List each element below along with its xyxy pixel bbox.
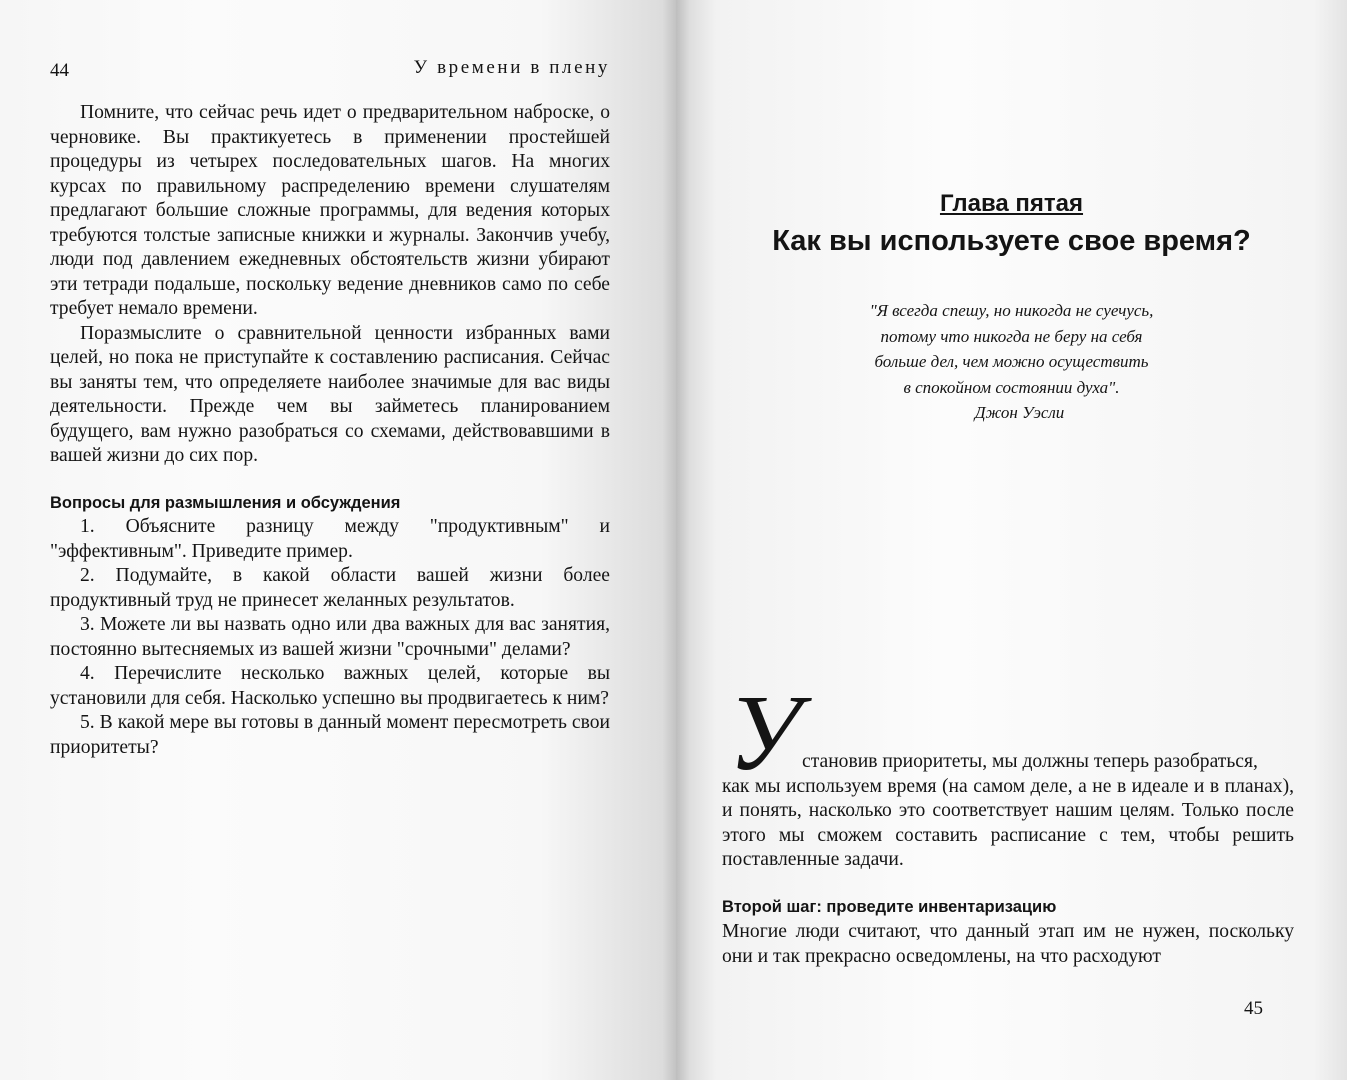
epigraph-line: больше дел, чем можно осуществить <box>874 352 1149 371</box>
left-page-body <box>50 101 610 760</box>
question-item: 3. Можете ли вы назвать одно или два важных для вас занятия, постоянно вытесняемых из вашей жизни "срочными" делами? <box>50 614 610 660</box>
page-number-left: 44 <box>50 60 69 81</box>
question-item: 1. Объясните разницу между "продуктивным" и "эффективным". Приведите пример. <box>50 516 610 562</box>
paragraph: Поразмыслите о сравнительной ценности избранных вами целей, но пока не приступайте к составлению расписания. Сейчас вы заняты тем, что определяете наиболее значимые для вас виды деятельности. Прежде чем вы займетесь планированием будущего, вам нужно разобраться со схемами, действовавшими в вашей жизни до сих пор. <box>50 322 610 466</box>
step-text <box>722 920 1294 969</box>
page-number-right: 45 <box>1244 998 1263 1019</box>
step-heading: Второй шаг: проведите инвентаризацию <box>722 898 1057 916</box>
question-item: 4. Перечислите несколько важных целей, которые вы установили для себя. Насколько успешно вы продвигаетесь к ним? <box>50 663 610 709</box>
drop-cap: У <box>728 674 801 793</box>
question-item: 2. Подумайте, в какой области вашей жизни более продуктивный труд не принесет желанных результатов. <box>50 565 610 611</box>
epigraph-line: в спокойном состоянии духа". <box>903 377 1120 397</box>
step-paragraph: Многие люди считают, что данный этап им не нужен, поскольку они и так прекрасно осведомлены, на что расходуют <box>722 921 1294 967</box>
questions-heading: Вопросы для размышления и обсуждения <box>50 493 401 512</box>
intro-rest: как мы используем время (на самом деле, а не в идеале и в планах), и понять, насколько это соответствует нашим целям. Только после этого мы сможем составить расписание с тем, чтобы решить поставленные задачи. <box>722 775 1294 870</box>
epigraph-author: Джон Уэсли <box>974 403 1065 422</box>
right-page <box>676 0 1347 1080</box>
intro-paragraph <box>722 750 1294 873</box>
chapter-title: Как вы используете свое время? <box>772 225 1251 257</box>
intro-first-line: становив приоритеты, мы должны теперь разобраться, <box>802 751 1258 772</box>
epigraph-line: потому что никогда не беру на себя <box>880 326 1143 346</box>
paragraph: Помните, что сейчас речь идет о предварительном наброске, о черновике. Вы практикуетесь в применении простейшей процедуры из четырех последовательных шагов. На многих курсах по правильному распределению времени слушателям предлагают большие сложные программы, для ведения которых требуются толстые записные книжки и журналы. Закончив учебу, люди под давлением ежедневных обстоятельств жизни убирают эти тетради подальше, поскольку ведение дневников само по себе требует немало времени. <box>50 102 610 319</box>
epigraph <box>676 298 1347 426</box>
chapter-label: Глава пятая <box>939 190 1084 217</box>
chapter-intro <box>722 750 1294 873</box>
epigraph-line: "Я всегда спешу, но никогда не суечусь, <box>869 301 1154 320</box>
questions-list <box>50 515 610 760</box>
question-item: 5. В какой мере вы готовы в данный момент пересмотреть свои приоритеты? <box>50 712 610 758</box>
running-head: У времени в плену <box>413 57 610 78</box>
